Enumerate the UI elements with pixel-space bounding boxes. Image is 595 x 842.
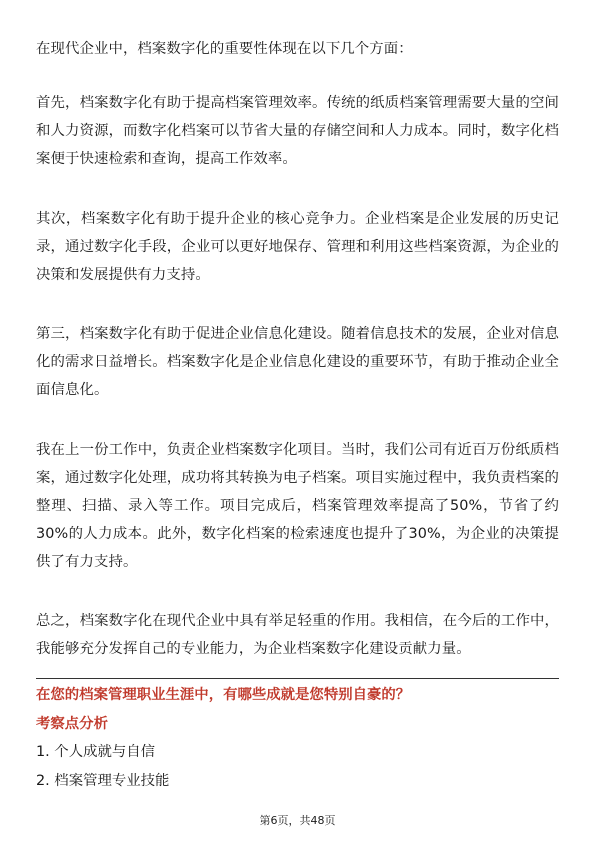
intro-paragraph: 在现代企业中，档案数字化的重要性体现在以下几个方面：	[36, 41, 413, 57]
third-point-paragraph: 第三，档案数字化有助于促进企业信息化建设。随着信息技术的发展，企业对信息化的需求日益增长。档案数字化是企业信息化建设的重要环节，有助于推动企业全面信息化。	[36, 326, 559, 398]
page-number: 第6页，共48页	[259, 814, 336, 827]
conclusion-paragraph: 总之，档案数字化在现代企业中具有举足轻重的作用。我相信，在今后的工作中，我能够充分发挥自己的专业能力，为企业档案数字化建设贡献力量。	[36, 613, 559, 657]
first-point-paragraph: 首先，档案数字化有助于提高档案管理效率。传统的纸质档案管理需要大量的空间和人力资源，而数字化档案可以节省大量的存储空间和人力成本。同时，数字化档案便于快速检索和查询，提高工作效率。	[36, 95, 559, 167]
analysis-point: 2. 档案管理专业技能	[36, 773, 170, 789]
second-point-paragraph: 其次，档案数字化有助于提升企业的核心竞争力。企业档案是企业发展的历史记录，通过数字化手段，企业可以更好地保存、管理和利用这些档案资源，为企业的决策和发展提供有力支持。	[36, 211, 559, 283]
section-divider	[36, 678, 559, 679]
analysis-point: 1. 个人成就与自信	[36, 744, 156, 760]
experience-paragraph: 我在上一份工作中，负责企业档案数字化项目。当时，我们公司有近百万份纸质档案，通过数字化处理，成功将其转换为电子档案。项目实施过程中，我负责档案的整理、扫描、录入等工作。项目完成后，档案管理效率提高了50%，节省了约30%的人力成本。此外，数字化档案的检索速度也提升了30%，为企业的决策提供了有力支持。	[36, 442, 559, 570]
analysis-heading: 考察点分析	[36, 716, 108, 732]
interview-question: 在您的档案管理职业生涯中，有哪些成就是您特别自豪的？	[36, 687, 411, 703]
